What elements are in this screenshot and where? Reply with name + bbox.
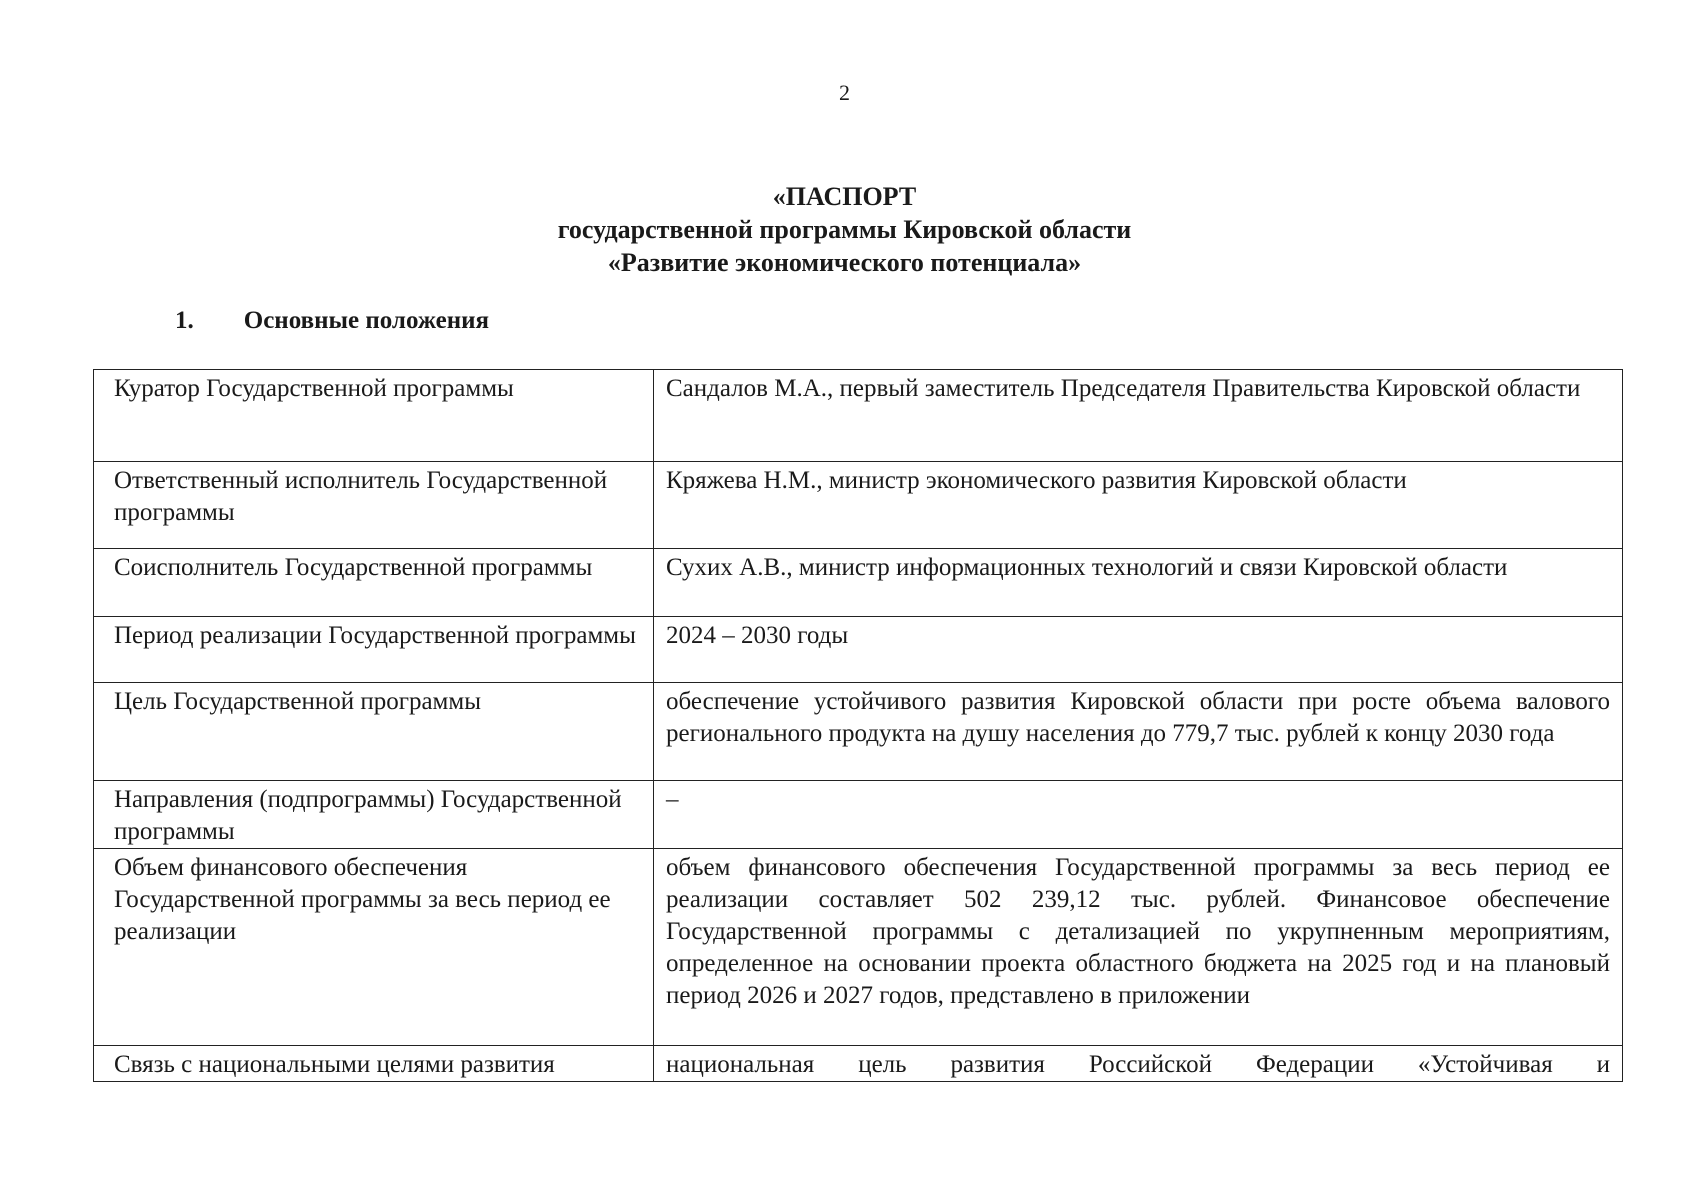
document-title [0, 180, 1689, 279]
table-row [94, 462, 1623, 549]
row-value: Кряжева Н.М., министр экономического развития Кировской области [654, 462, 1623, 549]
table-row [94, 370, 1623, 462]
row-label: Направления (подпрограммы) Государственной программы [94, 781, 654, 849]
row-value: Сандалов М.А., первый заместитель Председателя Правительства Кировской области [654, 370, 1623, 462]
table-row [94, 781, 1623, 849]
row-label: Период реализации Государственной программы [94, 617, 654, 683]
title-line-2: государственной программы Кировской области [557, 215, 1132, 244]
row-value: Сухих А.В., министр информационных технологий и связи Кировской области [654, 549, 1623, 617]
title-line-1: «ПАСПОРТ [772, 182, 917, 211]
section-number: 1. [175, 307, 194, 334]
table-row [94, 1046, 1623, 1082]
row-label: Ответственный исполнитель Государственной программы [94, 462, 654, 549]
section-heading [175, 307, 489, 335]
title-line-3: «Развитие экономического потенциала» [607, 248, 1082, 277]
row-value: обеспечение устойчивого развития Кировской области при росте объема валового регионального продукта на душу населения до 779,7 тыс. рублей к концу 2030 года [654, 683, 1623, 781]
table-row [94, 849, 1623, 1046]
table-row [94, 549, 1623, 617]
row-label: Связь с национальными целями развития [94, 1046, 654, 1082]
row-label: Соисполнитель Государственной программы [94, 549, 654, 617]
page-number: 2 [839, 80, 850, 105]
row-label: Куратор Государственной программы [94, 370, 654, 462]
row-value: – [654, 781, 1623, 849]
row-label: Цель Государственной программы [94, 683, 654, 781]
row-value: 2024 – 2030 годы [654, 617, 1623, 683]
row-value: национальная цель развития Российской Федерации «Устойчивая и [654, 1046, 1623, 1082]
table-row [94, 683, 1623, 781]
table-row [94, 617, 1623, 683]
row-label: Объем финансового обеспечения Государственной программы за весь период ее реализации [94, 849, 654, 1046]
passport-table [93, 369, 1623, 1082]
row-value: объем финансового обеспечения Государственной программы за весь период ее реализации составляет 502 239,12 тыс. рублей. Финансовое обеспечение Государственной программы с детализацией по укрупненным мероприятиям, определенное на основании проекта областного бюджета на 2025 год и на плановый период 2026 и 2027 годов, представлено в приложении [654, 849, 1623, 1046]
section-title: Основные положения [243, 307, 490, 334]
